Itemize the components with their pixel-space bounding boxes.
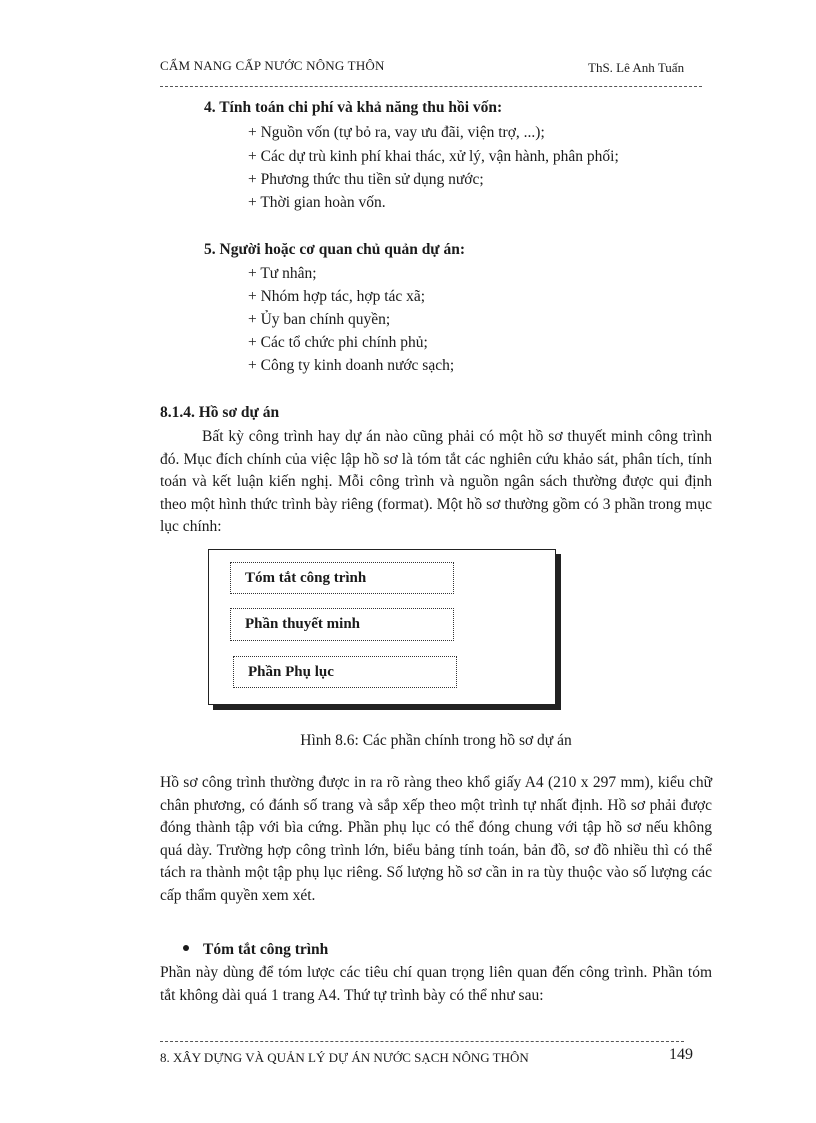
- section-4-item: + Thời gian hoàn vốn.: [248, 194, 386, 211]
- paragraph-text: Bất kỳ công trình hay dự án nào cũng phải có một hồ sơ thuyết minh công trình đó. Mục đích chính của việc lập hồ sơ là tóm tắt các nghiên cứu khảo sát, phân tích, tính toán và kết luận kiến nghị. Mỗi công trình và nguồn ngân sách thường được qui định theo một hình thức trình bày riêng (format). Một hồ sơ thường gồm có 3 phần trong mục lục chính:: [160, 428, 712, 535]
- diagram-box-appendix: Phần Phụ lục: [233, 656, 457, 688]
- section-4-item: + Nguồn vốn (tự bỏ ra, vay ưu đãi, viện trợ, ...);: [248, 124, 545, 141]
- running-footer-chapter: 8. XÂY DỰNG VÀ QUẢN LÝ DỰ ÁN NƯỚC SẠCH NÔNG THÔN: [160, 1050, 529, 1065]
- diagram-box-description: Phần thuyết minh: [230, 608, 454, 641]
- section-5-item: + Ủy ban chính quyền;: [248, 311, 391, 328]
- bullet-heading-text: Tóm tắt công trình: [203, 941, 329, 958]
- section-5-item: + Công ty kinh doanh nước sạch;: [248, 357, 455, 374]
- header-divider: [160, 86, 702, 87]
- section-5-item: + Tư nhân;: [248, 265, 317, 282]
- body-paragraph: [160, 772, 712, 907]
- bullet-icon: [183, 945, 189, 951]
- section-4-item: + Phương thức thu tiền sử dụng nước;: [248, 171, 484, 188]
- paragraph-text: Phần này dùng để tóm lược các tiêu chí quan trọng liên quan đến công trình. Phần tóm tắt không dài quá 1 trang A4. Thứ tự trình bày có thể như sau:: [160, 964, 712, 1004]
- diagram-box-summary: Tóm tắt công trình: [230, 562, 454, 594]
- paragraph-text: Hồ sơ công trình thường được in ra rõ ràng theo khổ giấy A4 (210 x 297 mm), kiểu chữ chân phương, có đánh số trang và sắp xếp theo một trình tự nhất định. Hồ sơ phải được đóng thành tập với bìa cứng. Phần phụ lục có thể đóng chung với tập hồ sơ nếu không quá dày. Trường hợp công trình lớn, biểu bảng tính toán, bản đồ, sơ đồ nhiều thì có thể tách ra thành một tập phụ lục riêng. Số lượng hồ sơ cần in ra tùy thuộc vào số lượng các cấp thẩm quyền xem xét.: [160, 774, 712, 904]
- bullet-heading: [183, 941, 328, 959]
- section-5-item: + Nhóm hợp tác, hợp tác xã;: [248, 288, 426, 305]
- bullet-paragraph: [160, 962, 712, 1007]
- section-5-item: + Các tổ chức phi chính phủ;: [248, 334, 428, 351]
- section-5-heading: 5. Người hoặc cơ quan chủ quản dự án:: [204, 241, 466, 258]
- footer-divider: [160, 1041, 684, 1042]
- running-header-title: CẨM NANG CẤP NƯỚC NÔNG THÔN: [160, 58, 385, 73]
- section-4-heading: 4. Tính toán chi phí và khả năng thu hồi vốn:: [204, 99, 503, 116]
- page-number: 149: [669, 1046, 693, 1063]
- figure-diagram: [208, 549, 556, 705]
- section-814-heading: 8.1.4. Hồ sơ dự án: [160, 404, 280, 421]
- figure-caption: Hình 8.6: Các phần chính trong hồ sơ dự án: [300, 732, 572, 749]
- running-header-author: ThS. Lê Anh Tuấn: [588, 60, 685, 75]
- section-814-paragraph: [160, 426, 712, 539]
- section-4-item: + Các dự trù kinh phí khai thác, xử lý, vận hành, phân phối;: [248, 148, 619, 165]
